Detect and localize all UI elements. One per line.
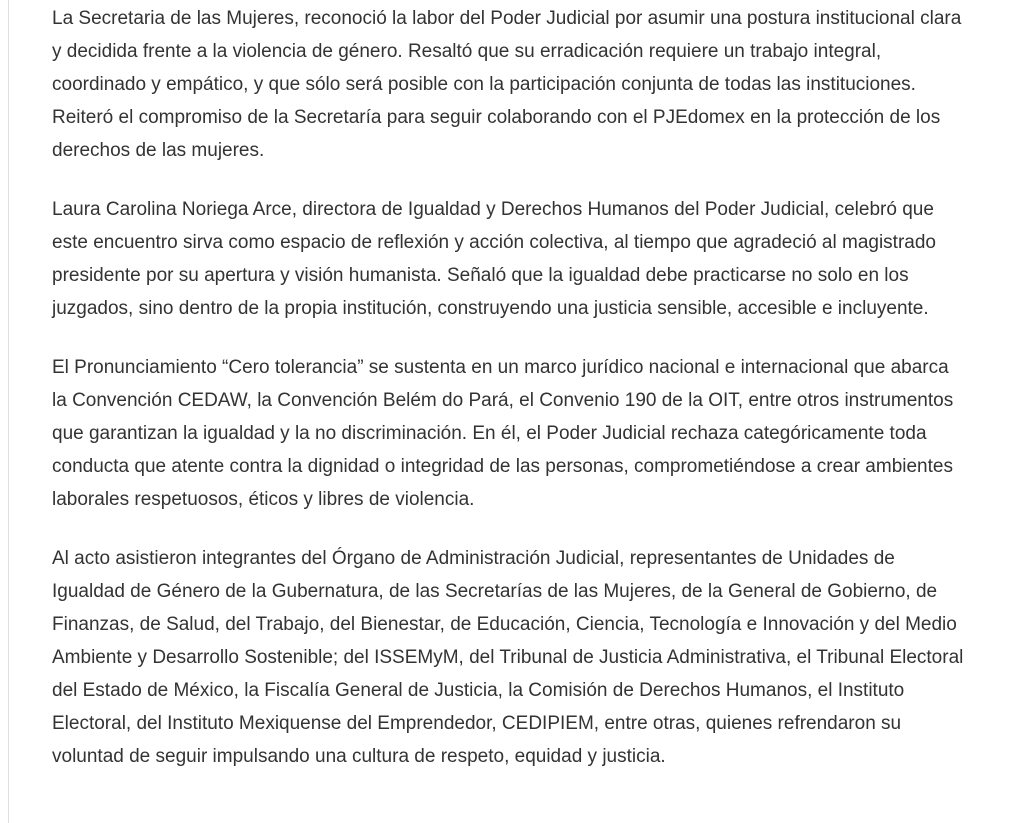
article-paragraph-asistentes: Al acto asistieron integrantes del Órgano de Administración Judicial, representantes de Unidades de Igualdad de Género de la Gubernatura, de las Secretarías de las Mujeres, de la General de Gobierno, de Finanzas, de Salud, del Trabajo, del Bienestar, de Educación, Ciencia, Tecnología e Innovación y del Medio Ambiente y Desarrollo Sostenible; del ISSEMyM, del Tribunal de Justicia Administrativa, el Tribunal Electoral del Estado de México, la Fiscalía General de Justicia, la Comisión de Derechos Humanos, el Instituto Electoral, del Instituto Mexiquense del Emprendedor, CEDIPIEM, entre otras, quienes refrendaron su voluntad de seguir impulsando una cultura de respeto, equidad y justicia. [52, 548, 964, 767]
page-left-rule [8, 0, 9, 823]
article-paragraph-pronunciamiento: El Pronunciamiento “Cero tolerancia” se sustenta en un marco jurídico nacional e internacional que abarca la Convención CEDAW, la Convención Belém do Pará, el Convenio 190 de la OIT, entre otros instrumentos que garantizan la igualdad y la no discriminación. En él, el Poder Judicial rechaza categóricamente toda conducta que atente contra la dignidad o integridad de las personas, comprometiéndose a crear ambientes laborales respetuosos, éticos y libres de violencia. [52, 357, 954, 510]
article-body [52, 2, 965, 773]
article-paragraph-noriega-arce: Laura Carolina Noriega Arce, directora de Igualdad y Derechos Humanos del Poder Judicial, celebró que este encuentro sirva como espacio de reflexión y acción colectiva, al tiempo que agradeció al magistrado presidente por su apertura y visión humanista. Señaló que la igualdad debe practicarse no solo en los juzgados, sino dentro de la propia institución, construyendo una justicia sensible, accesible e incluyente. [52, 199, 936, 319]
article-paragraph-secretaria: La Secretaria de las Mujeres, reconoció la labor del Poder Judicial por asumir una postura institucional clara y decidida frente a la violencia de género. Resaltó que su erradicación requiere un trabajo integral, coordinado y empático, y que sólo será posible con la participación conjunta de todas las instituciones. Reiteró el compromiso de la Secretaría para seguir colaborando con el PJEdomex en la protección de los derechos de las mujeres. [52, 8, 962, 161]
